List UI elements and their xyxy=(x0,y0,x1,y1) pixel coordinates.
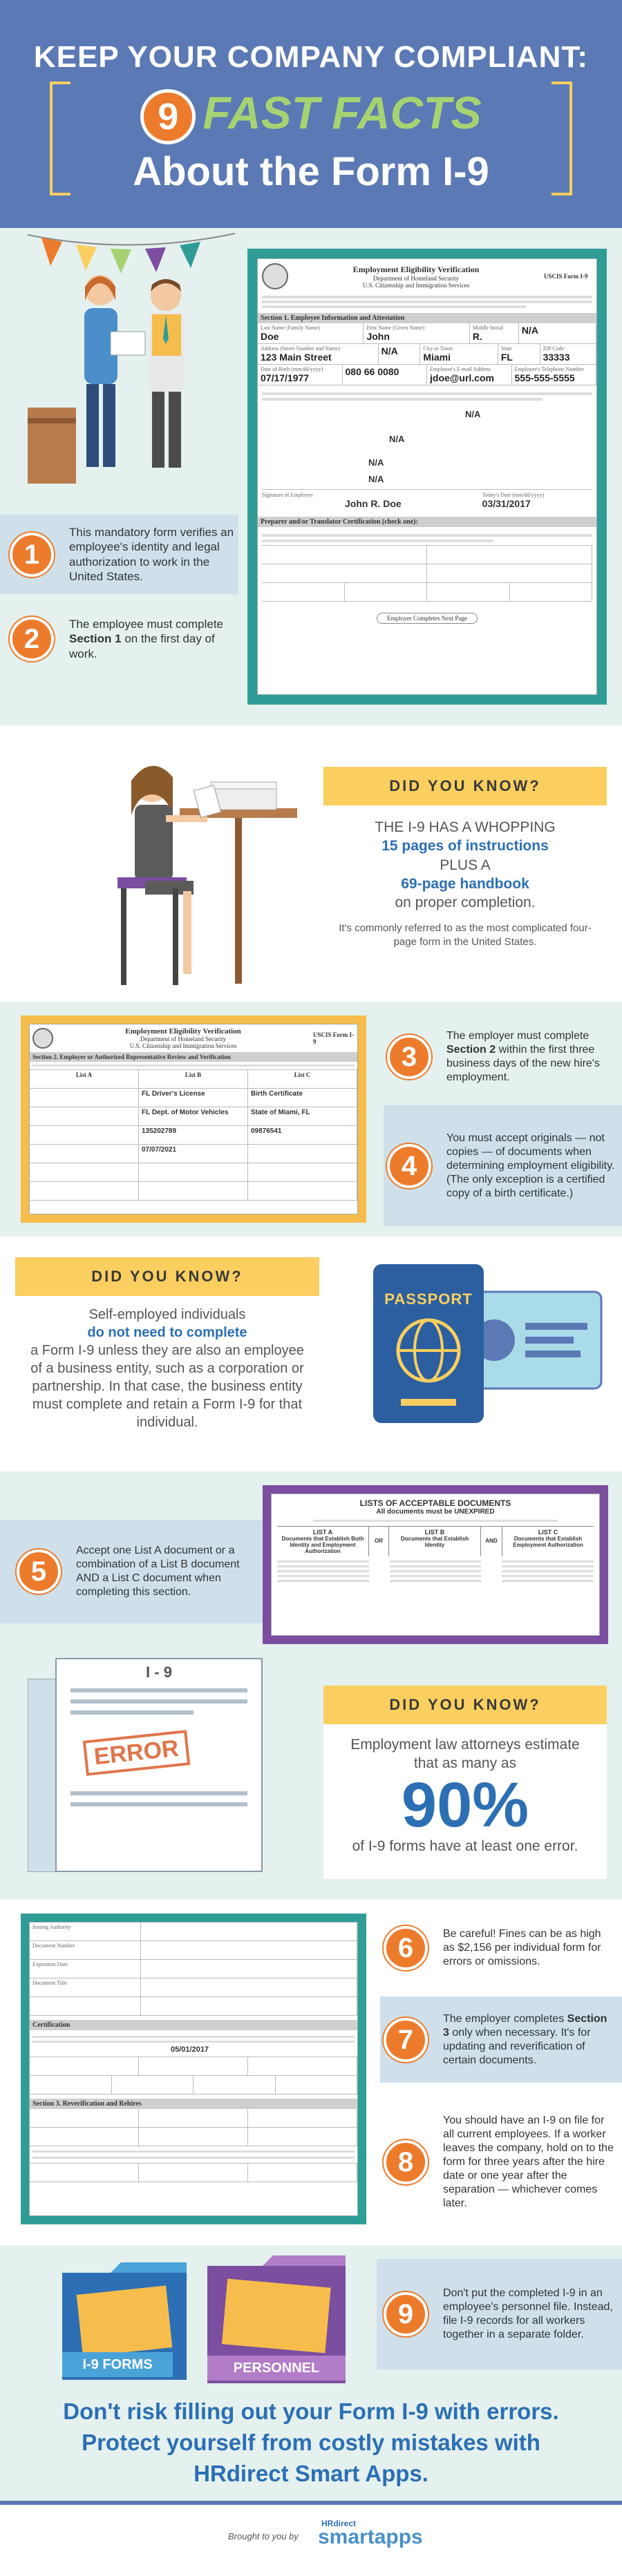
na-value: N/A xyxy=(368,457,384,468)
colleagues-illustration xyxy=(28,263,235,497)
list-a-header: List A xyxy=(30,1070,139,1088)
fact-text-part: The employer completes xyxy=(443,2012,567,2025)
header-title: KEEP YOUR COMPANY COMPLIANT: xyxy=(33,40,589,74)
field-label: City or Town xyxy=(423,345,453,352)
woman-at-desk-illustration xyxy=(62,739,311,995)
dob-value: 07/17/1977 xyxy=(261,372,310,383)
dyk-text: Self-employed individuals xyxy=(88,1307,246,1322)
fact-text: You must accept originals — not copies — of documents when determining employment eligibility. (The only exception is a certified copy of a birth certificate.) xyxy=(446,1132,615,1199)
did-you-know-title: DID YOU KNOW? xyxy=(15,1257,319,1296)
form-i9-section2 xyxy=(29,1024,358,1214)
fact-number-badge: 8 xyxy=(384,2140,428,2184)
field-label: Document Title xyxy=(32,1980,68,1986)
fact-number-badge: 9 xyxy=(384,2292,428,2336)
field-label: Expiration Date xyxy=(32,1961,68,1967)
footer-line-1: Don't risk filling out your Form I-9 with errors. xyxy=(63,2398,559,2424)
apt-value: N/A xyxy=(381,345,398,356)
form-id: USCIS Form I-9 xyxy=(313,1031,355,1045)
list-b-issuer: FL Dept. of Motor Vehicles xyxy=(142,1109,229,1116)
fact-5 xyxy=(17,1520,258,1623)
fact-number-badge: 5 xyxy=(17,1549,61,1594)
section-facts-6-8 xyxy=(0,1900,622,2245)
field-label: Signature of Employee xyxy=(262,492,313,498)
dyk-text: a Form I-9 unless they are also an employee of a business entity, such as a corporation or partnership. In that case, the business entity must complete and retain a Form I-9 for that individual. xyxy=(30,1343,304,1430)
brought-by-text: Brought to you by xyxy=(228,2531,299,2541)
form-id: USCIS Form I-9 xyxy=(544,273,588,280)
field-label: Employee's E-mail Address xyxy=(430,366,491,372)
form-title: Employment Eligibility Verification xyxy=(125,1027,241,1036)
form-i9-section3 xyxy=(29,1922,358,2216)
signature-value: John R. Doe xyxy=(345,498,402,509)
acceptable-documents-list xyxy=(271,1494,600,1636)
na-value: N/A xyxy=(389,434,405,444)
field-label: Address (Street Number and Name) xyxy=(261,345,341,352)
fact-text-part: only when necessary. It's for updating and reverification of certain documents. xyxy=(443,2026,591,2066)
fact-text: Don't put the completed I-9 in an employee's personnel file. Instead, file I-9 records for all workers together in a separate folder. xyxy=(443,2287,613,2340)
error-document-illustration xyxy=(28,1658,304,1886)
field-label: Document Number xyxy=(32,1943,75,1949)
fact-6 xyxy=(384,1907,612,1990)
fact-1 xyxy=(10,515,238,594)
error-stamp: ERROR xyxy=(83,1730,190,1775)
header-number-badge: 9 xyxy=(140,89,196,144)
dyk-text: Employment law attorneys estimate that as many as xyxy=(350,1737,580,1772)
section2-bar: Section 2. Employer or Authorized Representative Review and Verification xyxy=(30,1052,357,1062)
form-agency: U.S. Citizenship and Immigration Services xyxy=(129,1042,237,1049)
fact-number-badge: 7 xyxy=(384,2018,428,2062)
date-value: 03/31/2017 xyxy=(482,498,531,509)
dhs-seal-icon xyxy=(262,263,288,289)
dyk-text: on proper completion. xyxy=(395,895,536,911)
header-fast-facts xyxy=(0,86,622,144)
list-c-issuer: State of Miami, FL xyxy=(251,1109,310,1116)
list-c-title: LIST C xyxy=(538,1529,558,1536)
form-title: Employment Eligibility Verification xyxy=(352,264,480,274)
header-banner xyxy=(0,0,622,228)
na-value: N/A xyxy=(465,409,481,419)
fact-text xyxy=(446,1029,608,1085)
i9-forms-folder-label: I-9 FORMS xyxy=(62,2352,173,2377)
section-facts-3-4 xyxy=(0,1002,622,1237)
dyk-highlight: 69-page handbook xyxy=(401,875,529,892)
smartapps-logo[interactable]: smartapps xyxy=(318,2526,423,2548)
first-name-value: John xyxy=(366,331,390,342)
fact-7 xyxy=(384,1996,612,2083)
fact-text: Accept one List A document or a combination of a List B document AND a List C document when completing this section. xyxy=(76,1545,240,1598)
fact-text-part: The employer must complete xyxy=(446,1030,590,1042)
personnel-folder-label: PERSONNEL xyxy=(207,2356,346,2381)
fact-9 xyxy=(384,2259,615,2369)
fact-2 xyxy=(10,604,238,674)
footer-line-3: HRdirect Smart Apps. xyxy=(194,2461,428,2486)
list-b-expiration: 07/07/2021 xyxy=(142,1146,177,1154)
section-fact-9 xyxy=(0,2245,622,2390)
form-instructions-lines xyxy=(258,296,596,313)
last-name-value: Doe xyxy=(261,331,279,342)
field-label: Last Name (Family Name) xyxy=(261,325,320,331)
fact-text: Be careful! Fines can be as high as $2,156 per individual form for errors or omissions. xyxy=(443,1928,601,1967)
fact-text: You should have an I-9 on file for all current employees. If a worker leaves the company, hold on to the form for three years after the hire date or one year after the separation — whichever comes later. xyxy=(443,2115,614,2209)
zip-value: 33333 xyxy=(543,352,570,363)
ssn-value: 080 66 0080 xyxy=(345,366,399,377)
list-c-header: List C xyxy=(248,1070,357,1088)
list-a-title: LIST A xyxy=(312,1529,333,1536)
fact-text: This mandatory form verifies an employee's identity and legal authorization to work in the United States. xyxy=(69,526,234,583)
form-dept: Department of Homeland Security xyxy=(140,1036,227,1042)
fact-text xyxy=(69,617,238,661)
field-label: Issuing Authority xyxy=(32,1924,71,1930)
state-value: FL xyxy=(500,352,513,363)
list-b-title: LIST B xyxy=(424,1529,445,1536)
error-percentage: 90% xyxy=(401,1769,529,1840)
did-you-know-card-2 xyxy=(15,1257,319,1458)
fast-facts-text: FAST FACTS xyxy=(202,87,482,138)
attestation-area xyxy=(258,385,596,517)
address-value: 123 Main Street xyxy=(261,352,332,363)
list-b-doc: FL Driver's License xyxy=(142,1090,205,1098)
did-you-know-card-1 xyxy=(323,767,607,967)
field-label: Date of Birth (mm/dd/yyyy) xyxy=(261,366,323,372)
first-day-value: 05/01/2017 xyxy=(171,2045,209,2054)
field-label: State xyxy=(500,345,512,352)
fact-text xyxy=(443,2012,612,2068)
did-you-know-title: DID YOU KNOW? xyxy=(323,767,607,805)
section-dyk-1 xyxy=(0,725,622,1002)
section3-bar: Section 3. Reverification and Rehires xyxy=(30,2099,357,2109)
list-c-number: 09876541 xyxy=(251,1127,282,1135)
fact-8 xyxy=(384,2090,615,2235)
field-label: Middle Initial xyxy=(472,325,504,331)
or-label: OR xyxy=(375,1538,383,1544)
other-names-value: N/A xyxy=(521,325,538,336)
fact-number-badge: 6 xyxy=(384,1926,428,1970)
dhs-seal-icon xyxy=(32,1028,53,1049)
section1-bar: Section 1. Employee Information and Attestation xyxy=(258,313,596,323)
fact-3 xyxy=(387,1015,608,1098)
list-b-subtitle: Documents that Establish Identity xyxy=(400,1536,469,1548)
dyk-note: It's commonly referred to as the most complicated four-page form in the United States. xyxy=(339,922,592,948)
form-dept: Department of Homeland Security xyxy=(373,274,460,282)
fact-number-badge: 4 xyxy=(387,1144,431,1188)
field-label: Employee's Telephone Number xyxy=(514,366,584,372)
field-label: First Name (Given Name) xyxy=(366,325,425,331)
fact-number-badge: 2 xyxy=(10,617,54,661)
na-value: N/A xyxy=(368,474,384,484)
dyk-highlight: do not need to complete xyxy=(87,1325,247,1340)
did-you-know-card-3 xyxy=(323,1686,607,1879)
passport-label: PASSPORT xyxy=(384,1290,473,1308)
docs-list-title: LISTS OF ACCEPTABLE DOCUMENTS xyxy=(359,1498,511,1508)
fact-text-bold: Section 3 xyxy=(443,2012,607,2039)
list-a-subtitle: Documents that Establish Both Identity and Employment Authorization xyxy=(281,1536,364,1554)
email-value: jdoe@url.com xyxy=(430,372,494,383)
header-subtitle: About the Form I-9 xyxy=(133,149,489,194)
form-agency: U.S. Citizenship and Immigration Services xyxy=(362,281,470,289)
document-front xyxy=(55,1658,263,1872)
certification-bar: Certification xyxy=(30,2020,357,2030)
fact-text-bold: Section 2 xyxy=(446,1044,496,1056)
preparer-bar: Preparer and/or Translator Certification (check one): xyxy=(258,517,596,527)
footer-line-2: Protect yourself from costly mistakes with xyxy=(82,2430,540,2455)
city-value: Miami xyxy=(423,352,451,363)
list-c-doc: Birth Certificate xyxy=(251,1090,303,1098)
employer-next-page-button: Employer Completes Next Page xyxy=(377,613,478,624)
dyk-text: of I-9 forms have at least one error. xyxy=(352,1838,578,1854)
fact-number-badge: 1 xyxy=(10,533,54,577)
list-b-header: List B xyxy=(139,1070,248,1088)
brand-bar xyxy=(0,2501,622,2576)
i9-doc-title: I - 9 xyxy=(146,1663,172,1681)
list-b-number: 135202789 xyxy=(142,1127,177,1135)
brand-top-text: HRdirect xyxy=(321,2519,357,2528)
section-facts-1-2 xyxy=(0,228,622,725)
section-fact-5 xyxy=(0,1471,622,1900)
section-dyk-2 xyxy=(0,1237,622,1471)
fact-text-part: within the first three business days of the new hire's employment. xyxy=(446,1044,600,1083)
did-you-know-title: DID YOU KNOW? xyxy=(323,1686,607,1724)
fact-text-bold: Section 1 xyxy=(69,632,122,646)
fact-4 xyxy=(387,1105,615,1226)
list-c-subtitle: Documents that Establish Employment Authorization xyxy=(513,1536,583,1548)
fact-text-part: The employee must complete xyxy=(69,618,223,631)
field-label: Today's Date (mm/dd/yyyy) xyxy=(482,492,545,498)
footer-cta-area xyxy=(0,2390,622,2501)
and-label: AND xyxy=(485,1538,498,1544)
dyk-text: PLUS A xyxy=(440,857,491,873)
dyk-highlight: 15 pages of instructions xyxy=(381,838,549,855)
fact-text-part: on the first day of work. xyxy=(69,632,215,660)
form-i9-section1 xyxy=(257,258,597,695)
middle-initial-value: R. xyxy=(472,331,482,342)
docs-list-subtitle: All documents must be UNEXPIRED xyxy=(376,1508,495,1516)
fact-number-badge: 3 xyxy=(387,1035,431,1079)
phone-value: 555-555-5555 xyxy=(514,372,575,383)
dyk-text: THE I-9 HAS A WHOPPING xyxy=(375,819,556,835)
field-label: ZIP Code xyxy=(543,345,565,352)
